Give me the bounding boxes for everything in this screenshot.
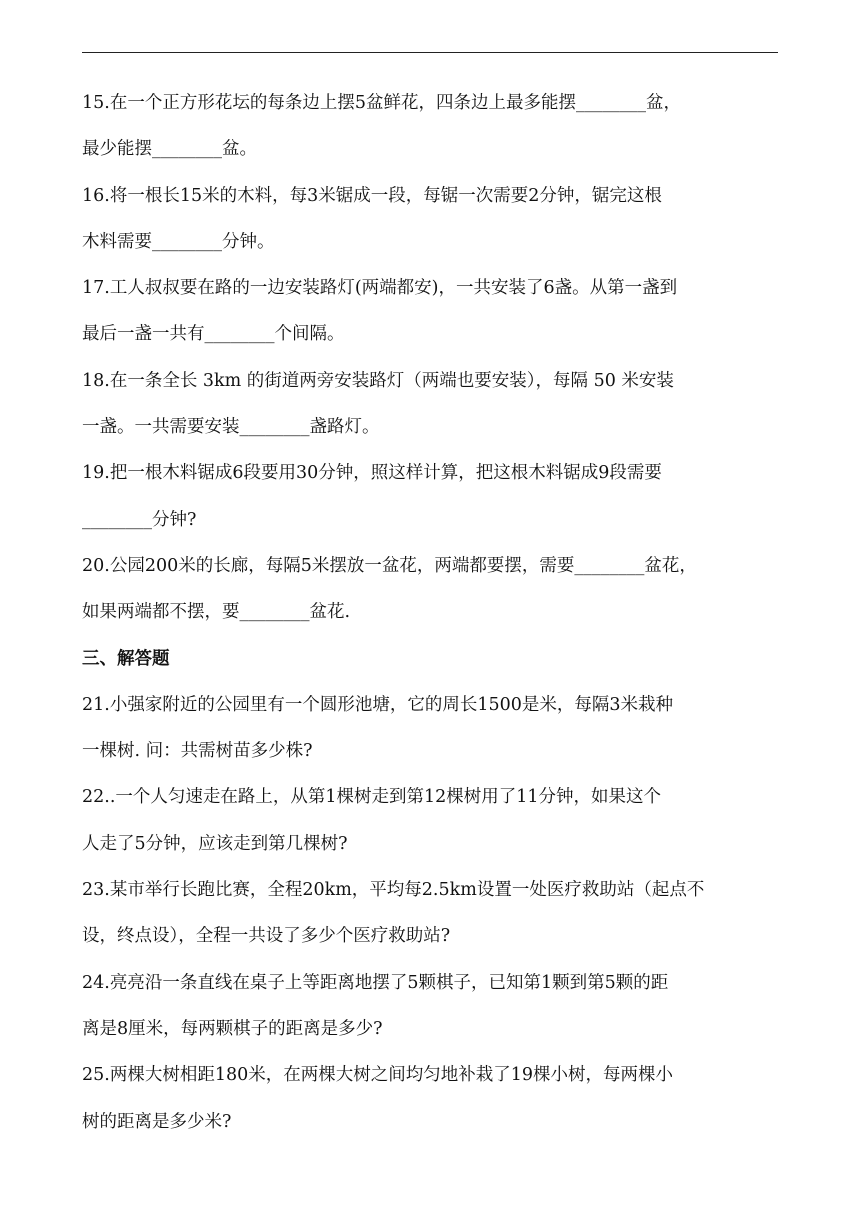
question-line: ________分钟? <box>82 509 197 530</box>
question-21 <box>82 682 780 775</box>
question-line: 一盏。一共需要安装________盏路灯。 <box>82 417 380 438</box>
question-line: 22..一个人匀速走在路上，从第1棵树走到第12棵树用了11分钟，如果这个 <box>82 787 662 808</box>
question-line: 木料需要________分钟。 <box>82 231 275 252</box>
question-line: 树的距离是多少米? <box>82 1111 232 1132</box>
question-line: 23.某市举行长跑比赛，全程20km，平均每2.5km设置一处医疗救助站（起点不 <box>82 880 705 901</box>
question-15 <box>82 80 780 173</box>
question-line: 最后一盏一共有________个间隔。 <box>82 324 345 345</box>
question-22 <box>82 774 780 867</box>
question-line: 20.公园200米的长廊，每隔5米摆放一盆花，两端都要摆，需要________盆花， <box>82 555 697 576</box>
question-16 <box>82 173 780 266</box>
question-18 <box>82 358 780 451</box>
header-rule <box>82 52 778 53</box>
question-line: 如果两端都不摆，要________盆花. <box>82 602 351 623</box>
question-line: 19.把一根木料锯成6段要用30分钟，照这样计算，把这根木料锯成9段需要 <box>82 463 662 484</box>
question-line: 21.小强家附近的公园里有一个圆形池塘，它的周长1500是米，每隔3米栽种 <box>82 694 673 715</box>
section-heading: 三、解答题 <box>82 648 170 669</box>
question-25 <box>82 1052 780 1145</box>
question-line: 25.两棵大树相距180米，在两棵大树之间均匀地补栽了19棵小树，每两棵小 <box>82 1065 673 1086</box>
question-20 <box>82 543 780 636</box>
question-19 <box>82 450 780 543</box>
question-17 <box>82 265 780 358</box>
question-line: 离是8厘米，每两颗棋子的距离是多少? <box>82 1018 383 1039</box>
question-23 <box>82 867 780 960</box>
question-line: 最少能摆________盆。 <box>82 139 257 160</box>
question-line: 设，终点设），全程一共设了多少个医疗救助站? <box>82 926 451 947</box>
question-line: 一棵树. 问：共需树苗多少株? <box>82 741 313 762</box>
worksheet-body <box>82 80 780 1145</box>
question-line: 24.亮亮沿一条直线在桌子上等距离地摆了5颗棋子，已知第1颗到第5颗的距 <box>82 972 669 993</box>
question-line: 人走了5分钟，应该走到第几棵树? <box>82 833 348 854</box>
question-line: 16.将一根长15米的木料，每3米锯成一段，每锯一次需要2分钟，锯完这根 <box>82 185 662 206</box>
question-line: 17.工人叔叔要在路的一边安装路灯(两端都安)，一共安装了6盏。从第一盏到 <box>82 278 678 299</box>
question-24 <box>82 960 780 1053</box>
question-line: 18.在一条全长 3km 的街道两旁安装路灯（两端也要安装），每隔 50 米安装 <box>82 370 674 391</box>
question-line: 15.在一个正方形花坛的每条边上摆5盆鲜花，四条边上最多能摆________盆， <box>82 93 681 113</box>
